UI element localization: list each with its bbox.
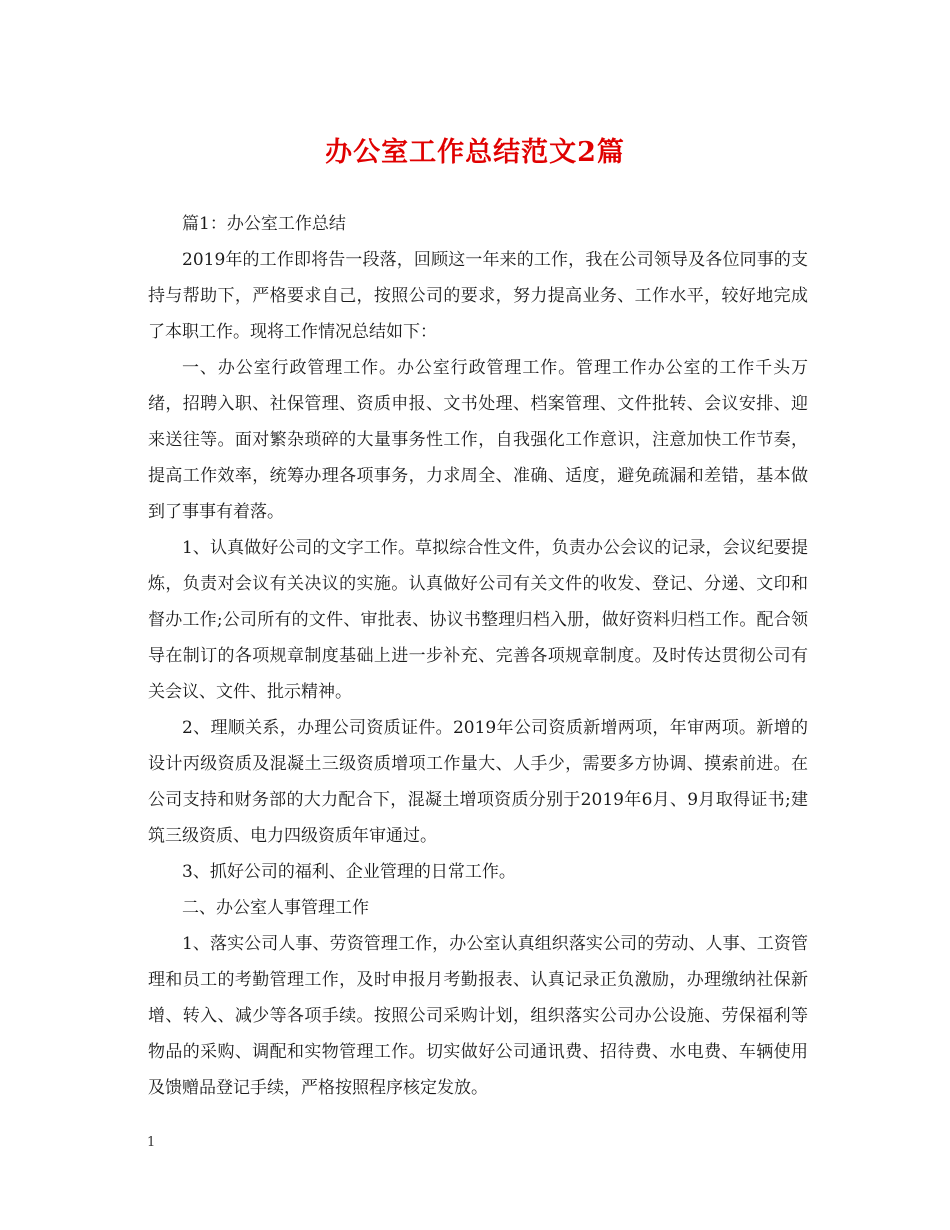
body-paragraph: 1、认真做好公司的文字工作。草拟综合性文件，负责办公会议的记录，会议纪要提炼，负责对会议有关决议的实施。认真做好公司有关文件的收发、登记、分递、文印和督办工作;公司所有的文件、审批表、协议书整理归档入册，做好资料归档工作。配合领导在制订的各项规章制度基础上进一步补充、完善各项规章制度。及时传达贯彻公司有关会议、文件、批示精神。	[148, 538, 808, 702]
section-heading: 篇1：办公室工作总结	[182, 214, 346, 234]
document-title: 办公室工作总结范文2篇	[325, 137, 625, 168]
document-body	[148, 206, 808, 1106]
section-heading: 二、办公室人事管理工作	[182, 898, 369, 918]
body-paragraph: 1、落实公司人事、劳资管理工作，办公室认真组织落实公司的劳动、人事、工资管理和员工的考勤管理工作，及时申报月考勤报表、认真记录正负激励，办理缴纳社保新增、转入、减少等各项手续。按照公司采购计划，组织落实公司办公设施、劳保福利等物品的采购、调配和实物管理工作。切实做好公司通讯费、招待费、水电费、车辆使用及馈赠品登记手续，严格按照程序核定发放。	[148, 934, 808, 1098]
body-paragraph: 2019年的工作即将告一段落，回顾这一年来的工作，我在公司领导及各位同事的支持与帮助下，严格要求自己，按照公司的要求，努力提高业务、工作水平，较好地完成了本职工作。现将工作情况总结如下：	[148, 250, 808, 342]
body-paragraph: 2、理顺关系，办理公司资质证件。2019年公司资质新增两项，年审两项。新增的设计丙级资质及混凝土三级资质增项工作量大、人手少，需要多方协调、摸索前进。在公司支持和财务部的大力配合下，混凝土增项资质分别于2019年6月、9月取得证书;建筑三级资质、电力四级资质年审通过。	[148, 718, 808, 846]
page-number: 1	[147, 1135, 156, 1150]
body-paragraph: 一、办公室行政管理工作。办公室行政管理工作。管理工作办公室的工作千头万绪，招聘入职、社保管理、资质申报、文书处理、档案管理、文件批转、会议安排、迎来送往等。面对繁杂琐碎的大量事务性工作，自我强化工作意识，注意加快工作节奏，提高工作效率，统筹办理各项事务，力求周全、准确、适度，避免疏漏和差错，基本做到了事事有着落。	[148, 358, 808, 522]
body-paragraph: 3、抓好公司的福利、企业管理的日常工作。	[182, 862, 516, 882]
